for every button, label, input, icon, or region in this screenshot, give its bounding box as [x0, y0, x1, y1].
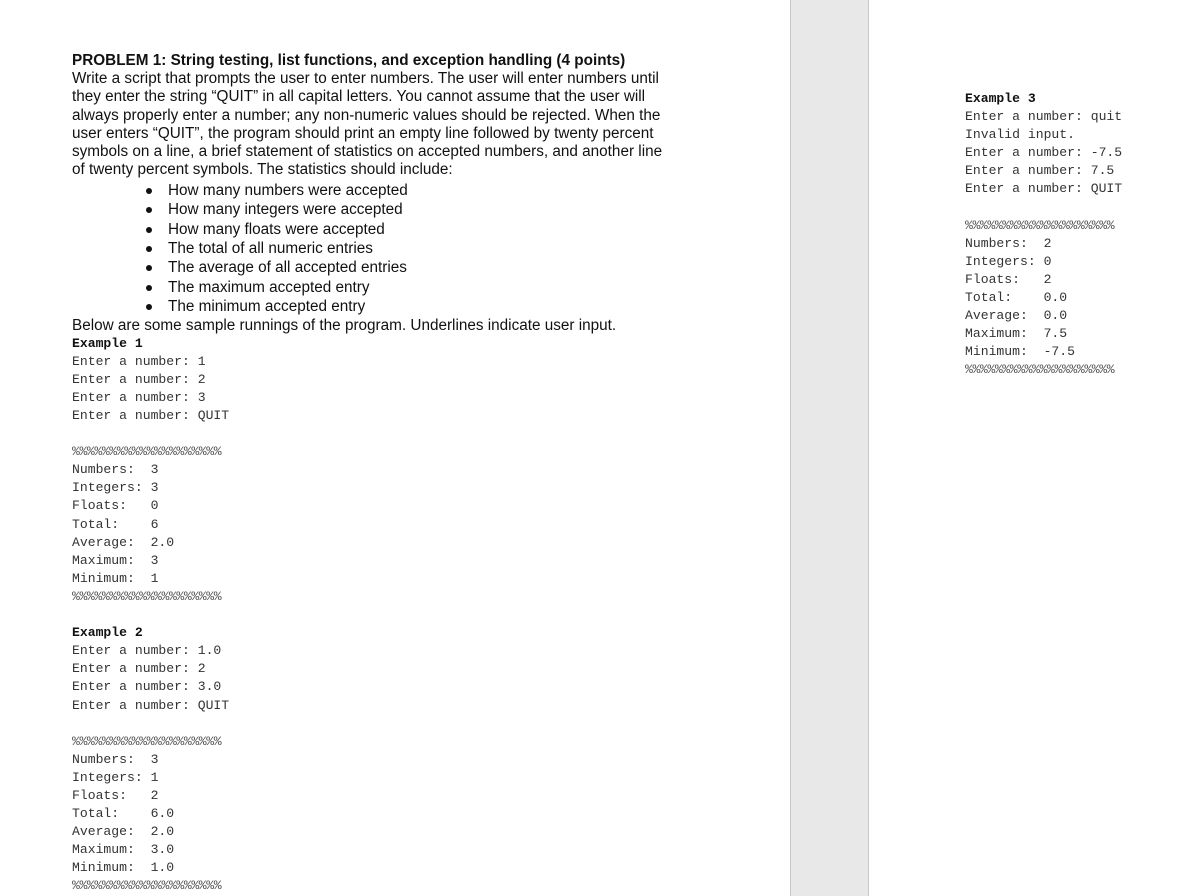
page-1-content — [72, 52, 698, 896]
list-item — [144, 258, 698, 277]
input-line: Enter a number: 2 — [72, 661, 206, 677]
blank-line — [72, 606, 698, 624]
input-line: Enter a number: QUIT — [965, 181, 1123, 197]
stat-line: Average: 2.0 — [72, 824, 175, 840]
paragraph-line: user enters “QUIT”, the program should print an empty line followed by twenty percent — [72, 124, 654, 142]
paragraph-line: always properly enter a number; any non-numeric values should be rejected. When the — [72, 106, 661, 124]
stat-line: Integers: 1 — [72, 769, 159, 785]
page-gutter — [791, 0, 868, 896]
example-3 — [965, 90, 1122, 380]
example-title: Example 3 — [965, 91, 1036, 106]
separator-line: %%%%%%%%%%%%%%%%%%%% — [72, 588, 222, 604]
input-line: Enter a number: 3.0 — [72, 679, 222, 695]
stat-line: Average: 2.0 — [72, 534, 175, 550]
page-2 — [868, 0, 1199, 896]
list-item — [144, 220, 698, 239]
blank-line — [965, 199, 1122, 217]
input-line: Enter a number: 2 — [72, 371, 206, 387]
input-line: Invalid input. — [965, 127, 1076, 143]
list-item-label: The total of all numeric entries — [168, 240, 373, 257]
stat-line: Floats: 2 — [965, 271, 1052, 287]
blank-line — [72, 425, 698, 443]
paragraph-line: symbols on a line, a brief statement of statistics on accepted numbers, and another line — [72, 143, 663, 161]
statistics-list — [72, 181, 698, 317]
example-1 — [72, 335, 698, 625]
bullet-icon — [146, 265, 152, 271]
paragraph-line: of twenty percent symbols. The statistics should include: — [72, 161, 453, 179]
stat-line: Total: 6 — [72, 516, 159, 532]
input-line: Enter a number: -7.5 — [965, 145, 1123, 161]
list-item — [144, 181, 698, 200]
stat-line: Minimum: -7.5 — [965, 344, 1076, 360]
separator-line: %%%%%%%%%%%%%%%%%%%% — [72, 444, 222, 460]
separator-line: %%%%%%%%%%%%%%%%%%%% — [965, 362, 1115, 378]
stat-line: Maximum: 3.0 — [72, 842, 175, 858]
blank-line — [72, 715, 698, 733]
input-line: Enter a number: QUIT — [72, 408, 230, 423]
problem-heading: PROBLEM 1: String testing, list functions, and exception handling (4 points) — [72, 52, 626, 69]
stat-line: Floats: 0 — [72, 498, 159, 514]
bullet-icon — [146, 304, 152, 310]
bullet-icon — [146, 207, 152, 213]
list-item-label: How many integers were accepted — [168, 201, 403, 219]
stat-line: Numbers: 3 — [72, 462, 159, 478]
separator-line: %%%%%%%%%%%%%%%%%%%% — [965, 217, 1115, 233]
list-item — [144, 278, 698, 297]
bullet-icon — [146, 246, 152, 252]
list-item-label: The minimum accepted entry — [168, 298, 366, 316]
sample-intro: Below are some sample runnings of the program. Underlines indicate user input. — [72, 316, 617, 334]
page-2-content — [965, 90, 1122, 380]
paragraph-line: Write a script that prompts the user to enter numbers. The user will enter numbers until — [72, 70, 659, 87]
stat-line: Minimum: 1 — [72, 570, 159, 586]
example-2 — [72, 624, 698, 895]
stat-line: Numbers: 2 — [965, 235, 1052, 251]
list-item — [144, 239, 698, 258]
input-line: Enter a number: QUIT — [72, 697, 230, 713]
list-item-label: The average of all accepted entries — [168, 259, 407, 277]
list-item — [144, 200, 698, 219]
bullet-icon — [146, 285, 152, 291]
stat-line: Maximum: 7.5 — [965, 326, 1068, 342]
list-item-label: How many numbers were accepted — [168, 181, 408, 199]
list-item — [144, 297, 698, 316]
stat-line: Integers: 3 — [72, 480, 159, 496]
stat-line: Total: 6.0 — [72, 806, 175, 822]
list-item-label: How many floats were accepted — [168, 220, 385, 238]
input-line: Enter a number: 7.5 — [965, 163, 1115, 179]
stat-line: Minimum: 1.0 — [72, 860, 175, 876]
stat-line: Average: 0.0 — [965, 308, 1068, 324]
paragraph-line: they enter the string “QUIT” in all capital letters. You cannot assume that the user will — [72, 88, 646, 106]
stat-line: Maximum: 3 — [72, 552, 159, 568]
stat-line: Total: 0.0 — [965, 290, 1068, 306]
list-item-label: The maximum accepted entry — [168, 278, 370, 296]
input-line: Enter a number: 1.0 — [72, 643, 222, 659]
separator-line: %%%%%%%%%%%%%%%%%%%% — [72, 878, 222, 894]
stat-line: Numbers: 3 — [72, 751, 159, 767]
stat-line: Integers: 0 — [965, 253, 1052, 269]
bullet-icon — [146, 227, 152, 233]
problem-paragraph — [72, 70, 698, 180]
separator-line: %%%%%%%%%%%%%%%%%%%% — [72, 733, 222, 749]
example-title: Example 2 — [72, 625, 143, 641]
input-line: Enter a number: quit — [965, 109, 1123, 125]
example-title: Example 1 — [72, 335, 143, 351]
input-line: Enter a number: 3 — [72, 389, 206, 405]
input-line: Enter a number: 1 — [72, 353, 206, 369]
stat-line: Floats: 2 — [72, 787, 159, 803]
bullet-icon — [146, 188, 152, 194]
